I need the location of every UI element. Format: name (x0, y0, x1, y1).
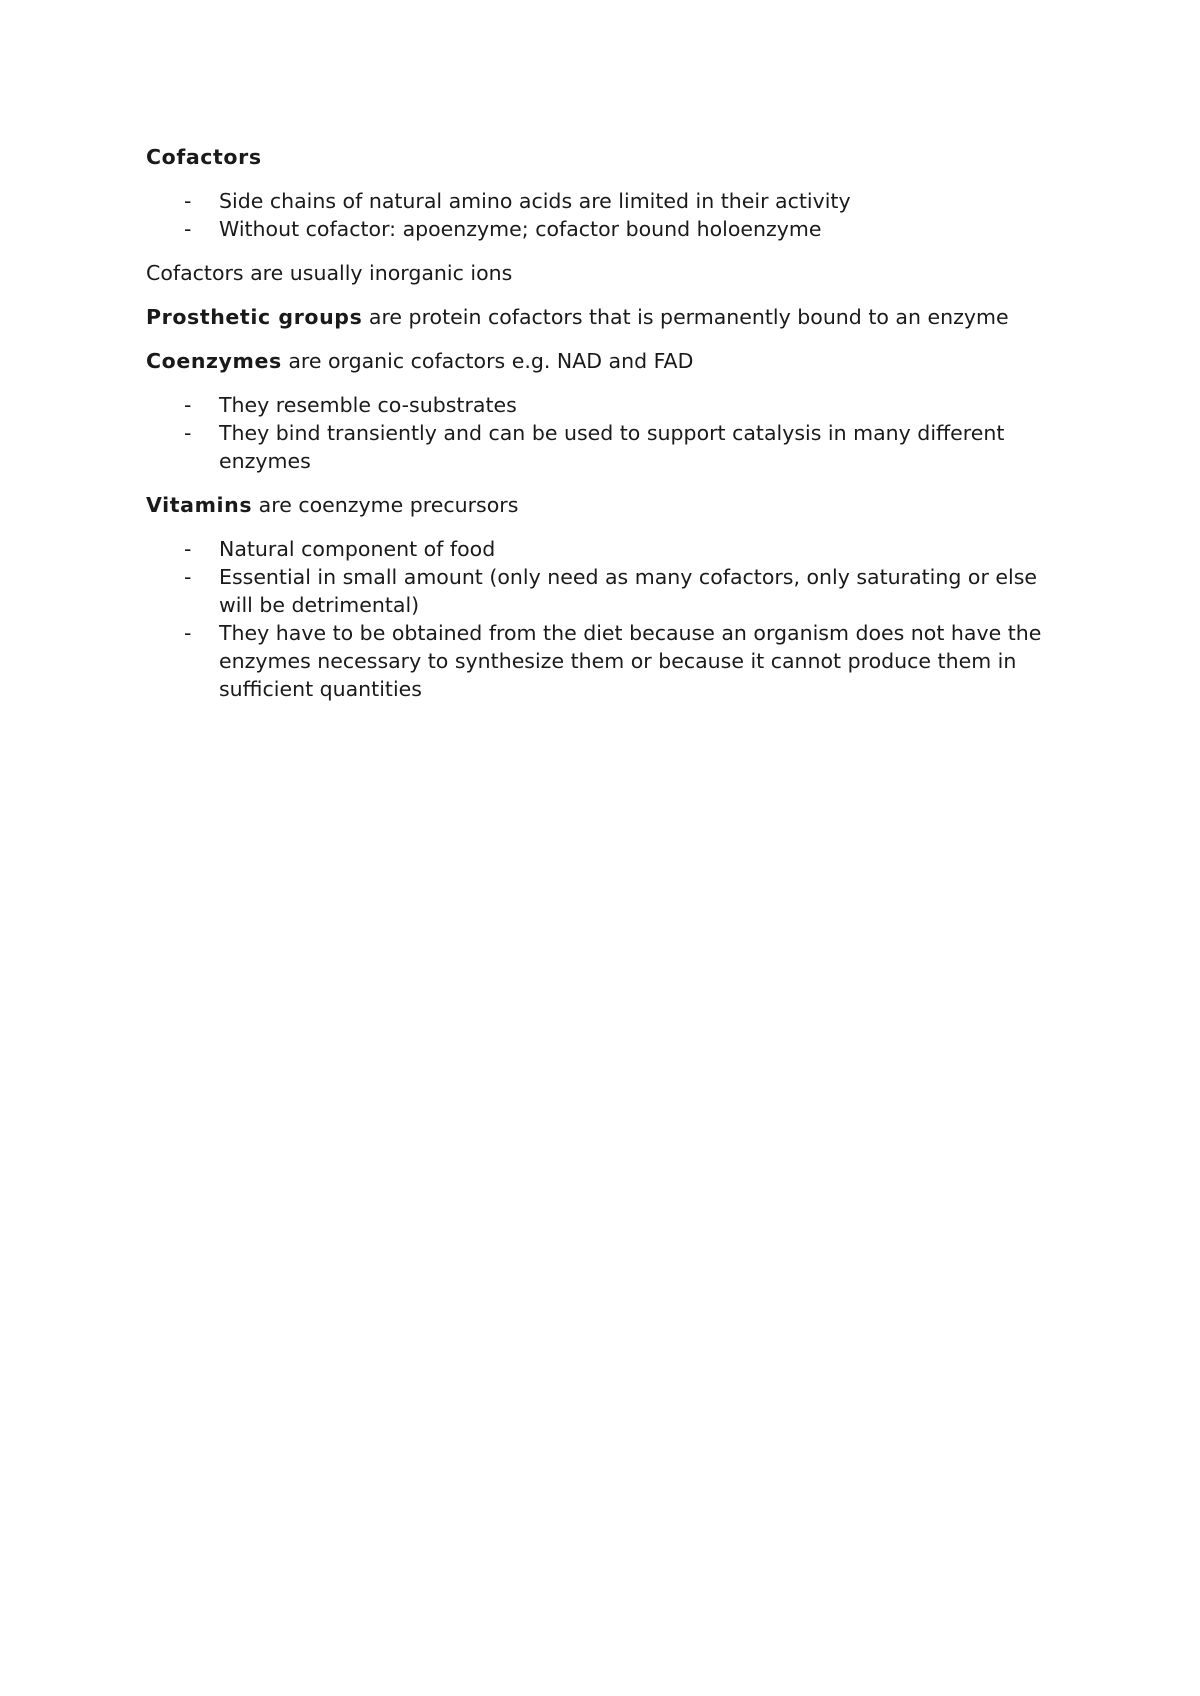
coenzymes-paragraph (146, 347, 1076, 375)
list-item (146, 563, 1076, 619)
list-item (146, 187, 1076, 215)
cofactors-note: Cofactors are usually inorganic ions (146, 261, 513, 285)
bullet-dash: - (184, 565, 192, 589)
vitamins-term: Vitamins (146, 493, 253, 517)
list-item-text: They resemble co-substrates (219, 393, 517, 417)
bullet-dash: - (184, 217, 192, 241)
vitamins-text: are coenzyme precursors (252, 493, 519, 517)
list-item-text: Side chains of natural amino acids are limited in their activity (219, 189, 851, 213)
bullet-dash: - (184, 537, 192, 561)
list-item-text: They bind transiently and can be used to support catalysis in many different enzymes (219, 421, 1005, 473)
vitamins-bullet-list (146, 535, 1076, 703)
vitamins-paragraph (146, 491, 1076, 519)
list-item (146, 619, 1076, 703)
list-item (146, 535, 1076, 563)
list-item (146, 419, 1076, 475)
coenzymes-term: Coenzymes (146, 349, 282, 373)
coenzymes-bullet-list (146, 391, 1076, 475)
list-item (146, 391, 1076, 419)
bullet-dash: - (184, 421, 192, 445)
bullet-dash: - (184, 393, 192, 417)
list-item (146, 215, 1076, 243)
document-title: Cofactors (146, 145, 262, 169)
document-page (146, 143, 1076, 719)
bullet-dash: - (184, 621, 192, 645)
list-item-text: Without cofactor: apoenzyme; cofactor bound holoenzyme (219, 217, 822, 241)
list-item-text: Essential in small amount (only need as many cofactors, only saturating or else will be detrimental) (219, 565, 1037, 617)
prosthetic-groups-term: Prosthetic groups (146, 305, 363, 329)
bullet-dash: - (184, 189, 192, 213)
coenzymes-text: are organic cofactors e.g. NAD and FAD (281, 349, 694, 373)
intro-bullet-list (146, 187, 1076, 243)
list-item-text: They have to be obtained from the diet because an organism does not have the enzymes necessary to synthesize them or because it cannot produce them in sufficient quantities (219, 621, 1042, 701)
prosthetic-groups-paragraph (146, 303, 1076, 331)
list-item-text: Natural component of food (219, 537, 496, 561)
prosthetic-groups-text: are protein cofactors that is permanently bound to an enzyme (362, 305, 1009, 329)
